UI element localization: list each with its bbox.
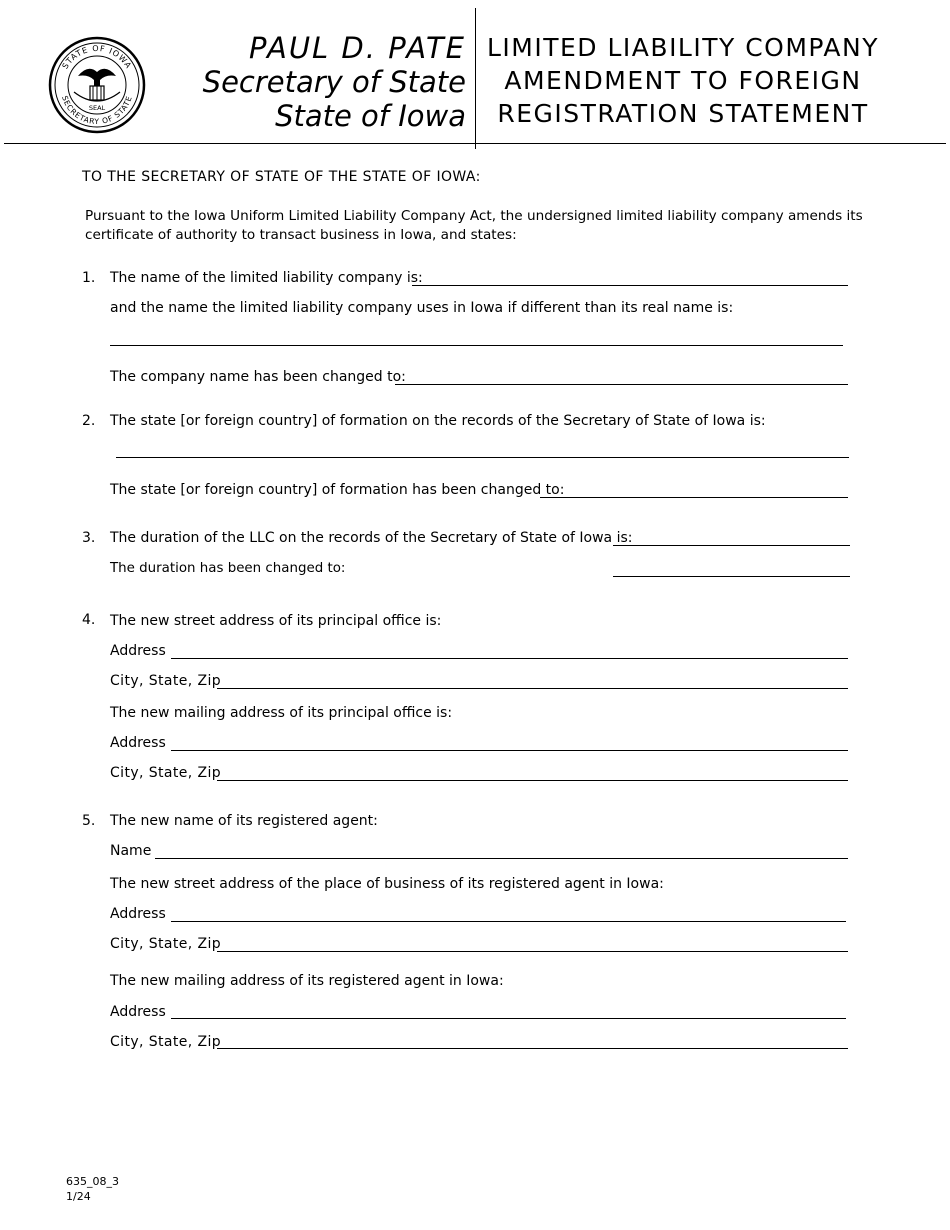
form-title-line-2: AMENDMENT TO FOREIGN	[504, 66, 862, 95]
iowa-name-label: and the name the limited liability company uses in Iowa if different than its real name is:	[110, 300, 734, 316]
duration-changed-label: The duration has been changed to:	[110, 561, 346, 576]
item-5-number: 5.	[82, 813, 96, 829]
principal-mailing-city-label: City, State, Zip	[110, 765, 222, 781]
agent-mailing-address-label: Address	[110, 1004, 166, 1020]
changed-name-label: The company name has been changed to:	[110, 369, 406, 385]
official-name: PAUL D. PATE	[248, 31, 466, 65]
changed-name-field[interactable]	[395, 384, 848, 385]
company-name-label: The name of the limited liability company is:	[110, 270, 423, 286]
header-rule	[4, 143, 946, 144]
duration-label: The duration of the LLC on the records of the Secretary of State of Iowa is:	[110, 530, 633, 546]
intro-line-1: Pursuant to the Iowa Uniform Limited Liability Company Act, the undersigned limited liability company amends its	[85, 208, 863, 224]
agent-street-heading: The new street address of the place of business of its registered agent in Iowa:	[110, 876, 664, 892]
agent-name-field[interactable]	[155, 858, 848, 859]
agent-mailing-heading: The new mailing address of its registered agent in Iowa:	[110, 973, 504, 989]
intro-line-2: certificate of authority to transact business in Iowa, and states:	[85, 227, 517, 243]
formation-changed-label: The state [or foreign country] of formation has been changed to:	[110, 482, 565, 498]
agent-mailing-city-label: City, State, Zip	[110, 1034, 222, 1050]
iowa-name-field[interactable]	[110, 345, 843, 346]
item-2-number: 2.	[82, 413, 96, 429]
agent-mailing-address-field[interactable]	[171, 1018, 846, 1019]
agent-heading: The new name of its registered agent:	[110, 813, 378, 829]
principal-street-heading: The new street address of its principal office is:	[110, 613, 442, 629]
state-name: State of Iowa	[275, 99, 466, 133]
agent-name-label: Name	[110, 843, 152, 859]
principal-street-address-field[interactable]	[171, 658, 848, 659]
duration-field[interactable]	[613, 545, 850, 546]
principal-mailing-address-field[interactable]	[171, 750, 848, 751]
principal-street-city-field[interactable]	[217, 688, 848, 689]
svg-text:STATE OF IOWA: STATE OF IOWA	[60, 43, 134, 71]
formation-state-label: The state [or foreign country] of formation on the records of the Secretary of State of Iowa is:	[110, 413, 766, 429]
principal-mailing-address-label: Address	[110, 735, 166, 751]
agent-street-address-label: Address	[110, 906, 166, 922]
duration-changed-field[interactable]	[613, 576, 850, 577]
agent-street-address-field[interactable]	[171, 921, 846, 922]
iowa-seal-icon	[48, 36, 146, 134]
formation-changed-field[interactable]	[540, 497, 848, 498]
principal-street-city-label: City, State, Zip	[110, 673, 222, 689]
item-3-number: 3.	[82, 530, 96, 546]
svg-text:SECRETARY OF STATE: SECRETARY OF STATE	[60, 94, 134, 127]
principal-street-address-label: Address	[110, 643, 166, 659]
formation-state-field[interactable]	[116, 457, 849, 458]
agent-street-city-field[interactable]	[217, 951, 848, 952]
salutation: TO THE SECRETARY OF STATE OF THE STATE OF IOWA:	[82, 169, 481, 185]
principal-mailing-heading: The new mailing address of its principal office is:	[110, 705, 453, 721]
agent-mailing-city-field[interactable]	[217, 1048, 848, 1049]
form-title-line-1: LIMITED LIABILITY COMPANY	[487, 33, 879, 62]
item-4-number: 4.	[82, 612, 96, 628]
principal-mailing-city-field[interactable]	[217, 780, 848, 781]
form-number: 635_08_3	[66, 1175, 119, 1188]
item-1-number: 1.	[82, 270, 96, 286]
form-title-line-3: REGISTRATION STATEMENT	[497, 99, 869, 128]
company-name-field[interactable]	[412, 285, 848, 286]
svg-text:SEAL: SEAL	[88, 104, 106, 112]
form-date: 1/24	[66, 1190, 91, 1203]
agent-street-city-label: City, State, Zip	[110, 936, 222, 952]
official-title: Secretary of State	[202, 65, 466, 99]
